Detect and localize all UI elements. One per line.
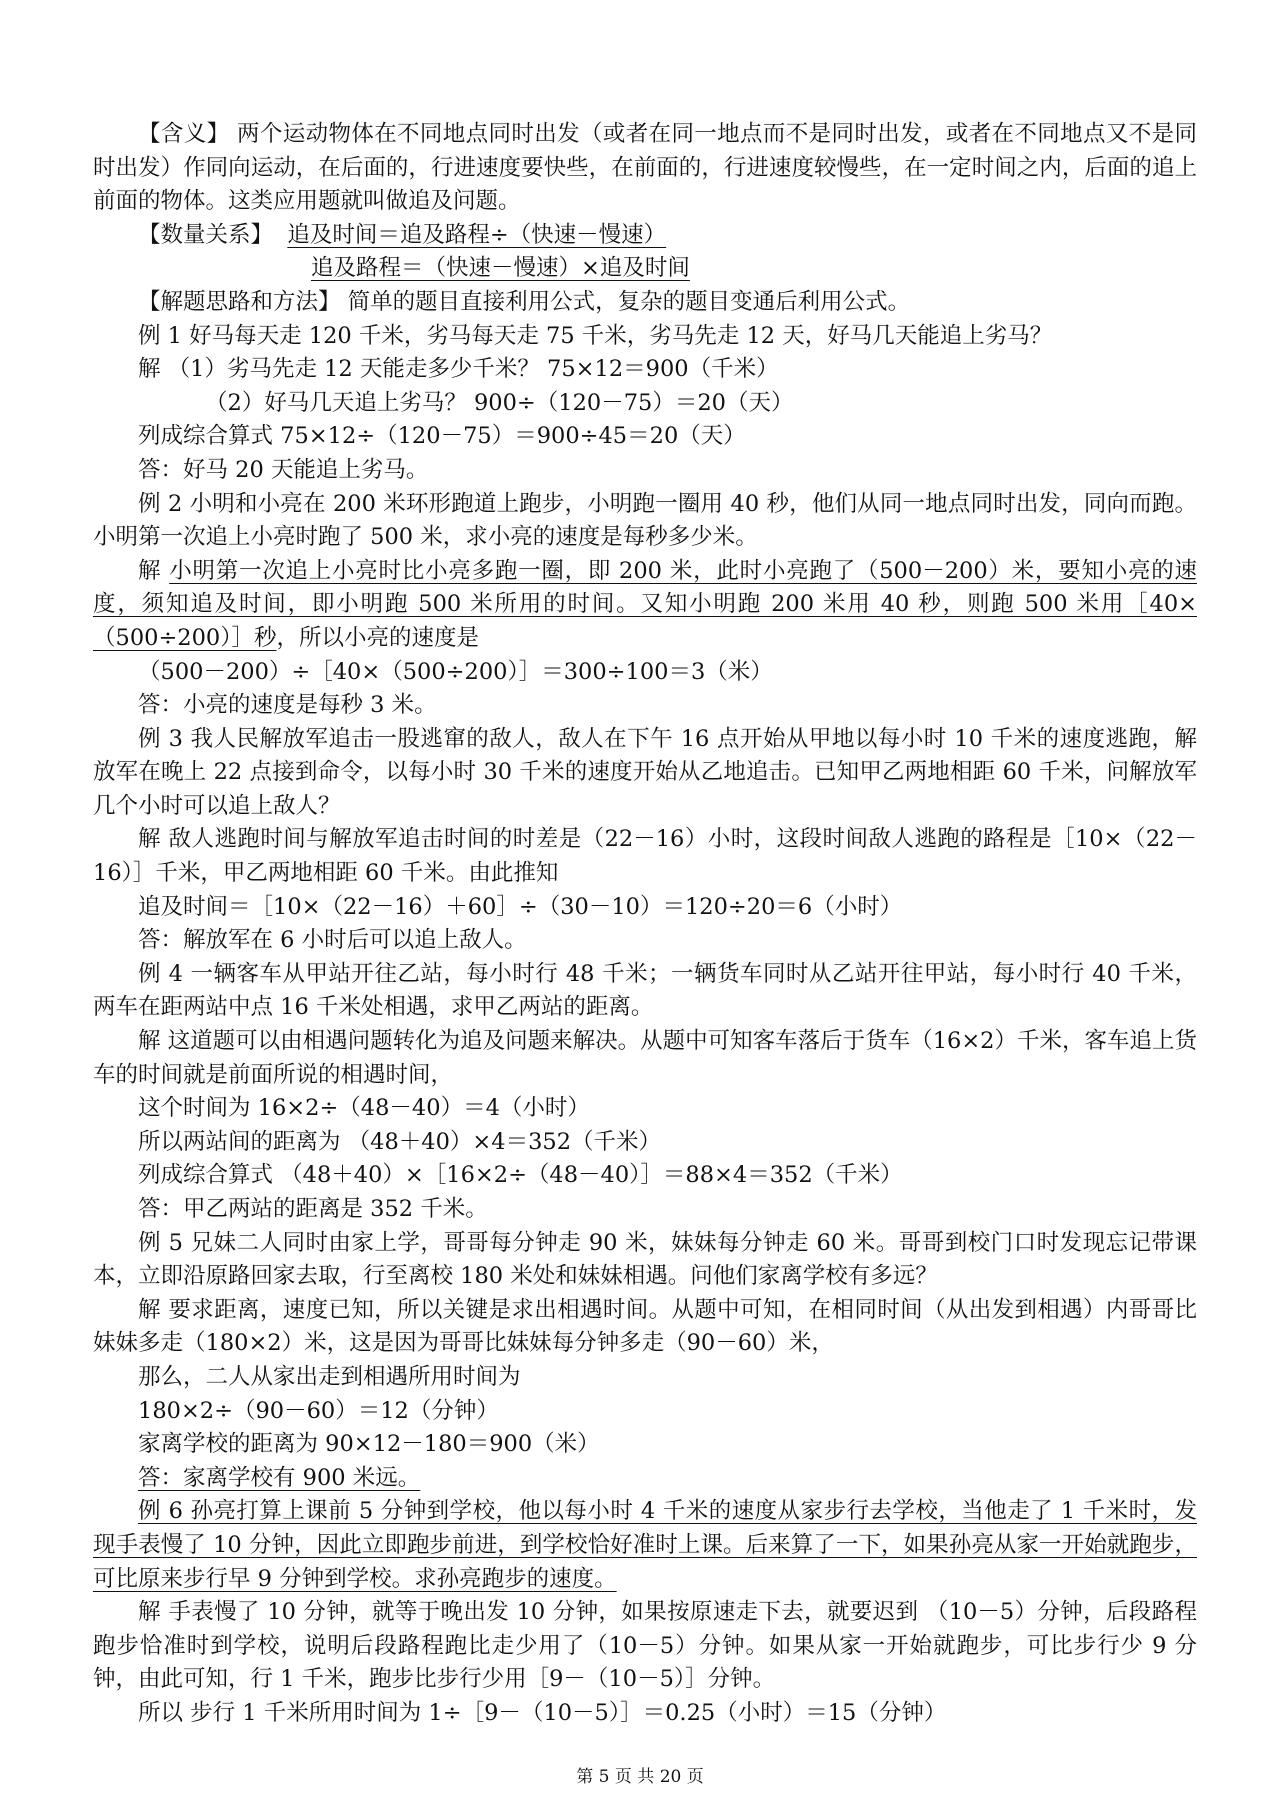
definition-paragraph [93,118,1197,219]
example-4-answer: 答：甲乙两站的距离是 352 千米。 [138,1196,488,1222]
formula-1: 追及时间＝追及路程÷（快速－慢速） [287,221,667,248]
example-5-answer-text: 答：家离学校有 900 米远。 [138,1464,421,1491]
relation-line [93,219,1197,253]
method-text: 简单的题目直接利用公式，复杂的题目变通后利用公式。 [347,288,911,315]
example-6-step-2: 所以 步行 1 千米所用时间为 1÷［9－（10－5）］＝0.25（小时）＝15（分钟） [138,1699,947,1726]
example-3-answer: 答：解放军在 6 小时后可以追上敌人。 [138,927,527,954]
example-2-question: 例 2 小明和小亮在 200 米环形跑道上跑步，小明跑一圈用 40 秒，他们从同一地点同时出发，同向而跑。小明第一次追上小亮时跑了 500 米，求小亮的速度是每秒多少米。 [93,490,1197,551]
example-5-step-3: 180×2÷（90－60）＝12（分钟） [138,1397,499,1424]
example-1-step-3: 列成综合算式 75×12÷（120－75）＝900÷45＝20（天） [138,423,746,450]
example-1-answer: 答：好马 20 天能追上劣马。 [138,456,429,483]
example-4-step-2: 这个时间为 16×2÷（48－40）＝4（小时） [138,1095,590,1122]
method-paragraph [93,286,1197,320]
method-label: 【解题思路和方法】 [138,288,341,315]
example-1-step-2: （2）好马几天追上劣马？ 900÷（120－75）＝20（天） [205,389,794,416]
definition-text: 两个运动物体在不同地点同时出发（或者在同一地点而不是同时出发，或者在不同地点又不是同时出发）作同向运动，在后面的，行进速度要快些，在前面的，行进速度较慢些，在一定时间之内，后面的追上前面的物体。这类应用题就叫做追及问题。 [93,121,1197,215]
example-6-question [93,1495,1197,1596]
formula-2: 追及路程＝（快速－慢速）×追及时间 [311,255,690,282]
example-2-answer: 答：小亮的速度是每秒 3 米。 [138,692,437,719]
example-4-step-3: 所以两站间的距离为 （48＋40）×4＝352（千米） [138,1128,662,1155]
example-2-tail: ，所以小亮的速度是 [276,624,480,651]
example-2-step-1 [93,555,1197,656]
example-4-step-1: 解 这道题可以由相遇问题转化为追及问题来解决。从题中可知客车落后于货车（16×2）千米，客车追上货车的时间就是前面所说的相遇时间， [93,1028,1197,1088]
example-1-step-1: 解 （1）劣马先走 12 天能走多少千米？ 75×12＝900（千米） [138,356,779,383]
example-2-step-2: （500－200）÷［40×（500÷200）］＝300÷100＝3（米） [138,658,773,685]
example-6-step-1: 解 手表慢了 10 分钟，就等于晚出发 10 分钟，如果按原速走下去，就要迟到 （10－5）分钟，后段路程跑步恰准时到学校，说明后段路程跑比走少用了（10－5）分钟。如果从家一开始就跑步，可比步行少 9 分钟，由此可知，行 1 千米，跑步比步行少用［9－（10－5）］分钟。 [93,1599,1197,1693]
example-6-question-text: 例 6 孙亮打算上课前 5 分钟到学校，他以每小时 4 千米的速度从家步行去学校，当他走了 1 千米时，发现手表慢了 10 分钟，因此立即跑步前进，到学校恰好准时上课。后来算了一下，如果孙亮从家一开始就跑步，可比原来步行早 9 分钟到学校。求孙亮跑步的速度。 [93,1498,1197,1592]
example-5-step-4: 家离学校的距离为 90×12－180＝900（米） [138,1431,600,1458]
example-4-question: 例 4 一辆客车从甲站开往乙站，每小时行 48 千米；一辆货车同时从乙站开往甲站，每小时行 40 千米，两车在距两站中点 16 千米处相遇，求甲乙两站的距离。 [93,960,1197,1021]
example-5-answer [93,1462,1197,1496]
example-5-step-1: 解 要求距离，速度已知，所以关键是求出相遇时间。从题中可知，在相同时间（从出发到相遇）内哥哥比妹妹多走（180×2）米，这是因为哥哥比妹妹每分钟多走（90－60）米， [93,1296,1197,1357]
page-footer: 第 5 页 共 20 页 [576,1767,704,1787]
example-3-step-1: 解 敌人逃跑时间与解放军追击时间的时差是（22－16）小时，这段时间敌人逃跑的路程是［10×（22－16）］千米，甲乙两地相距 60 千米。由此推知 [93,826,1197,887]
definition-label: 【含义】 [138,121,230,147]
document-body [93,118,1197,1731]
example-5-question: 例 5 兄妹二人同时由家上学，哥哥每分钟走 90 米，妹妹每分钟走 60 米。哥哥到校门口时发现忘记带课本，立即沿原路回家去取，行至离校 180 米处和妹妹相遇。问他们家离学校有多远？ [93,1229,1197,1290]
example-4-step-4: 列成综合算式 （48＋40）×［16×2÷（48－40）］＝88×4＝352（千米） [138,1162,903,1189]
example-2-underlined: 小明第一次追上小亮时比小亮多跑一圈，即 200 米，此时小亮跑了（500－200）米，要知小亮的速度，须知追及时间，即小明跑 500 米所用的时间。又知小明跑 200 米用 40 秒，则跑 500 米用［40×（500÷200）］秒 [93,557,1197,651]
example-3-step-2: 追及时间＝［10×（22－16）＋60］÷（30－10）＝120÷20＝6（小时） [138,893,903,920]
solution-lead: 解 [138,557,162,584]
example-1-question: 例 1 好马每天走 120 千米，劣马每天走 75 千米，劣马先走 12 天，好马几天能追上劣马？ [138,322,1053,349]
example-3-question: 例 3 我人民解放军追击一股逃窜的敌人，敌人在下午 16 点开始从甲地以每小时 10 千米的速度逃跑，解放军在晚上 22 点接到命令，以每小时 30 千米的速度开始从乙地追击。已知甲乙两地相距 60 千米，问解放军几个小时可以追上敌人？ [93,725,1197,819]
relation-label: 【数量关系】 [138,221,274,248]
formula-2-line [93,252,1197,286]
example-5-step-2: 那么，二人从家出走到相遇所用时间为 [138,1363,521,1390]
